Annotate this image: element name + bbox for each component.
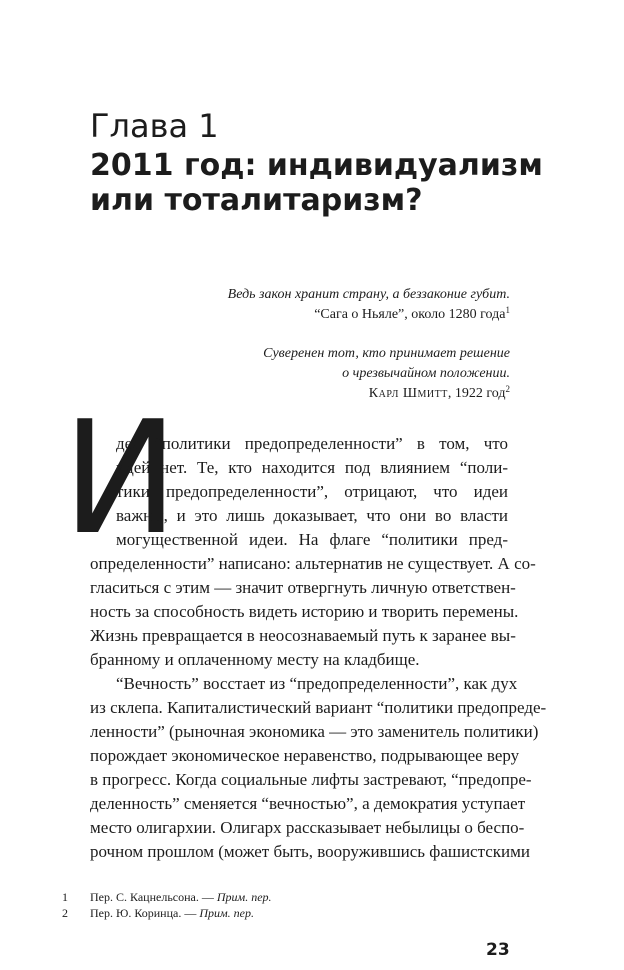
footnote-number: 2 — [62, 906, 68, 920]
body-line: тики предопределенности”, отрицают, что идеи — [116, 482, 508, 501]
body-line: деленность” сменяется “вечностью”, а демократия уступает — [90, 794, 526, 813]
epigraph-quote: о чрезвычайном положении. — [342, 366, 510, 381]
epigraph-author: Карл Шмитт — [368, 386, 448, 401]
body-line: из склепа. Капиталистический вариант “политики предопреде- — [90, 698, 547, 717]
body-line: бранному и оплаченному месту на кладбище. — [90, 650, 420, 669]
body-line: Жизнь превращается в неосознаваемый путь к заранее вы- — [90, 626, 516, 645]
chapter-label: Глава 1 — [90, 107, 219, 145]
body-line: важны, и это лишь доказывает, что они во власти — [116, 506, 508, 525]
body-line: определенности” написано: альтернатив не существует. А со- — [90, 554, 536, 573]
chapter-title-line: или тоталитаризм? — [90, 183, 423, 218]
footnote-ref[interactable]: 2 — [505, 384, 510, 394]
footnote-number: 1 — [62, 890, 68, 904]
body-line: “Вечность” восстает из “предопределенности”, как дух — [116, 674, 518, 693]
page-number: 23 — [486, 940, 510, 960]
body-line: рочном прошлом (может быть, вооружившись фашистскими — [90, 842, 530, 861]
drop-cap: И — [62, 387, 179, 569]
footnote: 1 Пер. С. Кацнельсона. — Прим. пер. — [62, 890, 272, 904]
body-line: могущественной идеи. На флаге “политики пред- — [116, 530, 508, 549]
body-line: дея “политики предопределенности” в том, что — [116, 434, 508, 453]
body-line: в прогресс. Когда социальные лифты застревают, “предопре- — [90, 770, 532, 789]
epigraph-source: Карл Шмитт, 1922 год$^2$ — [368, 384, 510, 401]
body-line: ность за способность видеть историю и творить перемены. — [90, 602, 519, 621]
body-line: порождает экономическое неравенство, подрывающее веру — [90, 746, 520, 765]
epigraph-2 — [263, 344, 510, 404]
epigraph-source: “Сага о Ньяле”, около 1280 года$^1$ — [314, 305, 510, 322]
epigraph-1 — [228, 285, 510, 325]
body-line: идей нет. Те, кто находится под влиянием “поли- — [116, 458, 508, 477]
body-line: место олигархии. Олигарх рассказывает небылицы о беспо- — [90, 818, 525, 837]
footnote: 2 Пер. Ю. Коринца. — Прим. пер. — [62, 906, 254, 920]
body-line: гласиться с этим — значит отвергнуть личную ответствен- — [90, 578, 516, 597]
footnote-ref[interactable]: 1 — [505, 305, 510, 315]
epigraph-quote: Суверенен тот, кто принимает решение — [263, 346, 510, 361]
chapter-title — [90, 148, 543, 218]
epigraph-quote: Ведь закон хранит страну, а беззаконие губит. — [227, 287, 510, 302]
body-line: ленности” (рыночная экономика — это заменитель политики) — [90, 722, 539, 741]
chapter-title-line: 2011 год: индивидуализм — [90, 148, 543, 183]
